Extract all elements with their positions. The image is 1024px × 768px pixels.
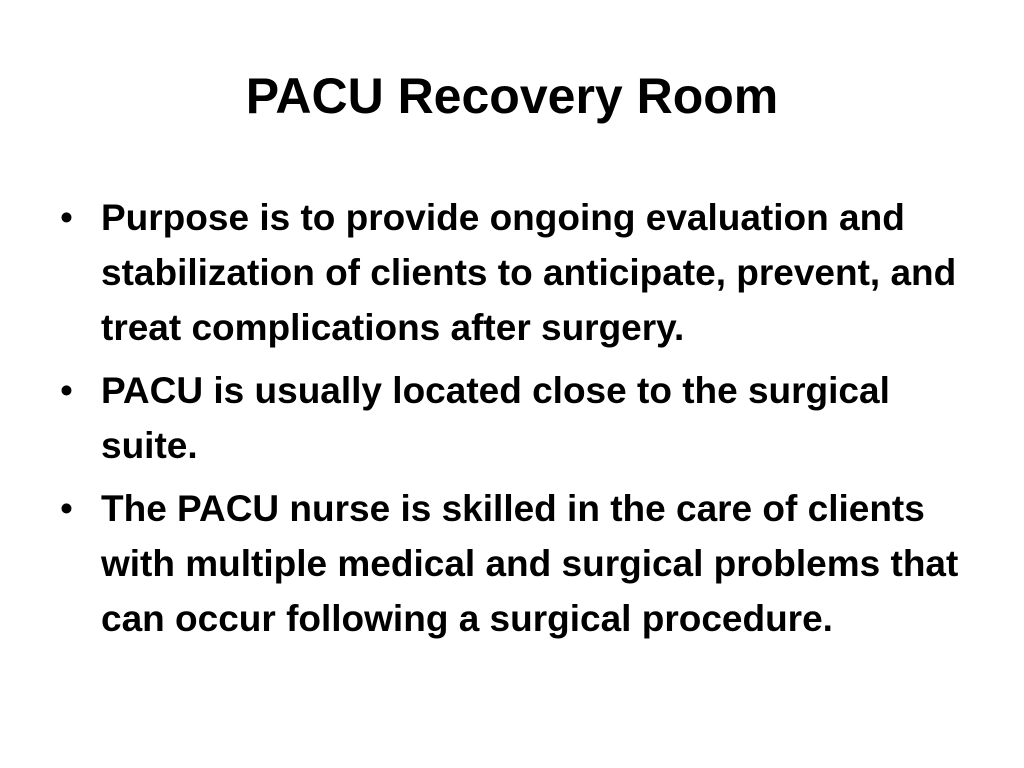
bullet-item [60,190,980,355]
bullet-text: PACU is usually located close to the surgical suite. [101,370,890,466]
bullet-dot-icon: • [60,197,73,238]
bullet-dot-icon: • [60,370,73,411]
bullet-text: Purpose is to provide ongoing evaluation and stabilization of clients to anticipate, prevent, and treat complications after surgery. [101,197,957,348]
bullet-list [60,190,980,654]
bullet-item [60,481,980,646]
bullet-dot-icon: • [60,488,73,529]
bullet-item [60,363,980,473]
bullet-text: The PACU nurse is skilled in the care of clients with multiple medical and surgical problems that can occur following a surgical procedure. [101,488,959,639]
slide-title: PACU Recovery Room [245,68,779,124]
